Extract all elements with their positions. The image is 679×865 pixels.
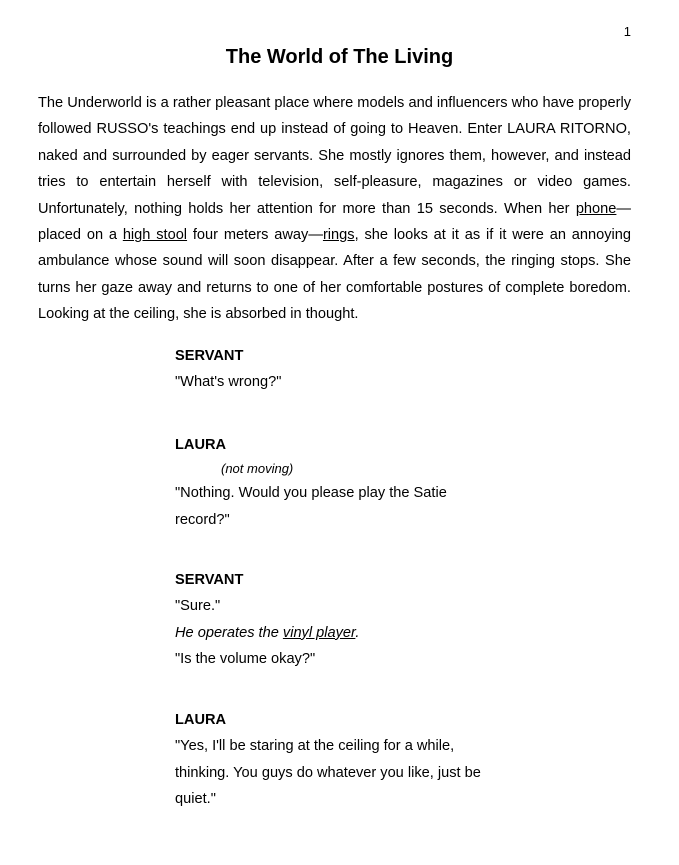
dialogue-line: "Nothing. Would you please play the Satie record?" — [175, 485, 447, 528]
rings-underlined: rings — [322, 227, 355, 244]
dialogue-line: "What's wrong?" — [175, 374, 282, 391]
direction-text: He operates the — [175, 624, 283, 641]
character-name: SERVANT — [175, 348, 244, 364]
stage-direction — [175, 620, 515, 646]
dialogue-line: "Yes, I'll be staring at the ceiling for a while, thinking. You guys do whatever you like, just be quiet." — [175, 738, 481, 808]
character-name: SERVANT — [175, 572, 244, 588]
dialogue-line: "Is the volume okay?" — [175, 651, 316, 668]
dialogue-block-laura-2 — [175, 707, 515, 813]
action-text: The Underworld is a rather pleasant place where models and influencers who have properly followed RUSSO's teachings end up instead of going to Heaven. Enter LAURA RITORNO, naked and surrounded by eager servants. She mostly ignores them, however, and instead tries to entertain herself with television, self-pleasure, magazines or video games. Unfortunately, nothing holds her attention for more than 15 seconds. When her — [38, 95, 631, 217]
phone-underlined: phone — [575, 200, 617, 217]
character-name: LAURA — [175, 712, 227, 728]
page-number: 1 — [623, 24, 631, 39]
dialogue-line: "Sure." — [175, 598, 221, 615]
dialogue-block-servant-2 — [175, 567, 515, 673]
parenthetical: (not moving) — [221, 461, 294, 477]
direction-text: . — [355, 624, 360, 641]
action-text: —placed on a — [38, 200, 631, 244]
character-name: LAURA — [175, 437, 227, 453]
scene-title: The World of The Living — [225, 46, 454, 68]
vinyl-player-underlined: vinyl player — [282, 624, 356, 641]
high-stool-underlined: high stool — [122, 227, 188, 244]
dialogue-block-servant-1 — [175, 343, 515, 396]
dialogue-block-laura-1 — [175, 432, 515, 533]
action-text: four meters away— — [187, 227, 323, 244]
action-text: , she looks at it as if it were an annoying ambulance whose sound will soon disappear. After a few seconds, the ringing stops. She turns her gaze away and returns to one of her comfortable postures of complete boredom. Looking at the ceiling, she is absorbed in thought. — [38, 227, 631, 323]
action-paragraph — [38, 90, 631, 328]
